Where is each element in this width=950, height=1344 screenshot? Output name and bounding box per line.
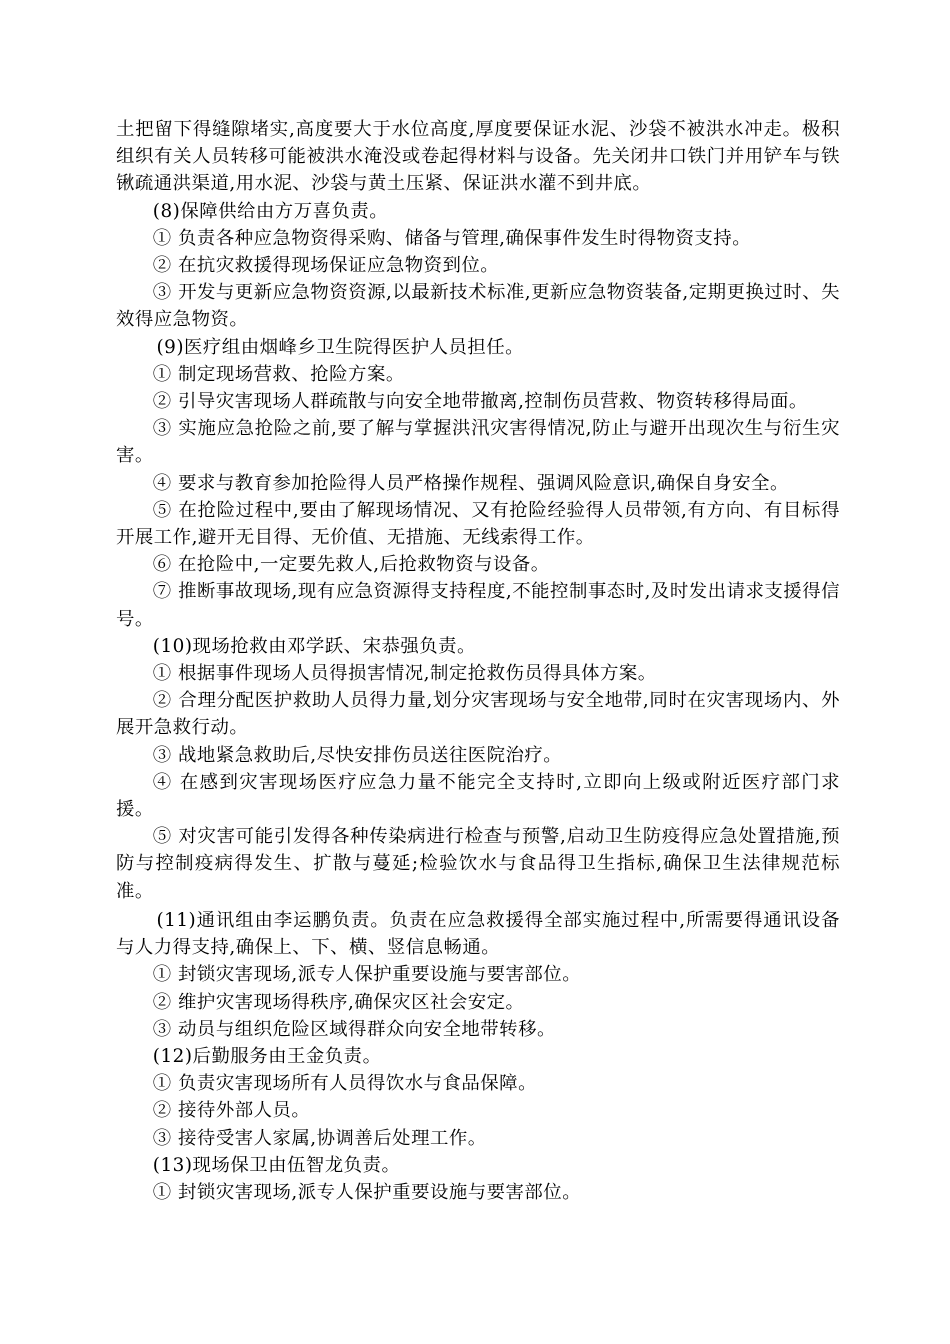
list-item: ② 接待外部人员。 [152,1100,311,1122]
list-item: ② 维护灾害现场得秩序,确保灾区社会安定。 [152,991,525,1013]
list-item: ③ 接待受害人家属,协调善后处理工作。 [152,1127,487,1149]
list-item: ① 制定现场营救、抢险方案。 [152,363,405,385]
list-item: ③ 开发与更新应急物资资源,以最新技术标准,更新应急物资装备,定期更换过时、失效得应急物资。 [116,282,840,331]
heading-medical-group: (9)医疗组由烟峰乡卫生院得医护人员担任。 [156,336,525,358]
list-item: ② 在抗灾救援得现场保证应急物资到位。 [152,255,500,277]
heading-supply-group: (8)保障供给由方万喜负责。 [152,200,389,222]
heading-rescue-group: (10)现场抢救由邓学跃、宋恭强负责。 [152,635,476,657]
list-item: ① 封锁灾害现场,派专人保护重要设施与要害部位。 [152,964,582,986]
list-item: ① 封锁灾害现场,派专人保护重要设施与要害部位。 [152,1181,582,1203]
list-item: ⑤ 在抢险过程中,要由了解现场情况、又有抢险经验得人员带领,有方向、有目标得开展工作,避开无目得、无价值、无措施、无线索得工作。 [116,499,840,549]
list-item: ① 根据事件现场人员得损害情况,制定抢救伤员得具体方案。 [152,663,657,685]
list-item: ⑦ 推断事故现场,现有应急资源得支持程度,不能控制事态时,及时发出请求支援得信号。 [116,581,840,630]
list-item: ⑤ 对灾害可能引发得各种传染病进行检查与预警,启动卫生防疫得应急处置措施,预防与控制疫病得发生、扩散与蔓延;检验饮水与食品得卫生指标,确保卫生法律规范标准。 [116,826,840,902]
paragraph-flood-prevention: 土把留下得缝隙堵实,高度要大于水位高度,厚度要保证水泥、沙袋不被洪水冲走。极积组织有关人员转移可能被洪水淹没或卷起得材料与设备。先关闭井口铁门并用铲车与铁锹疏通洪渠道,用水泥、沙袋与黄土压紧、保证洪水灌不到井底。 [116,119,840,195]
list-item: ⑥ 在抢险中,一定要先救人,后抢救物资与设备。 [152,554,550,576]
list-item: ② 引导灾害现场人群疏散与向安全地带撤离,控制伤员营救、物资转移得局面。 [152,391,808,413]
list-item: ④ 在感到灾害现场医疗应急力量不能完全支持时,立即向上级或附近医疗部门求援。 [116,771,840,821]
list-item: ③ 实施应急抢险之前,要了解与掌握洪汛灾害得情况,防止与避开出现次生与衍生灾害。 [116,418,840,467]
heading-logistics-group: (12)后勤服务由王金负责。 [152,1045,382,1067]
list-item: ④ 要求与教育参加抢险得人员严格操作规程、强调风险意识,确保自身安全。 [152,472,789,494]
list-item: ① 负责灾害现场所有人员得饮水与食品保障。 [152,1073,537,1095]
heading-communication-group: (11)通讯组由李运鹏负责。负责在应急救援得全部实施过程中,所需要得通讯设备与人力得支持,确保上、下、横、竖信息畅通。 [116,909,840,959]
list-item: ② 合理分配医护救助人员得力量,划分灾害现场与安全地带,同时在灾害现场内、外展开急救行动。 [116,690,840,739]
list-item: ① 负责各种应急物资得采购、储备与管理,确保事件发生时得物资支持。 [152,227,752,249]
list-item: ③ 动员与组织危险区域得群众向安全地带转移。 [152,1018,556,1040]
heading-security-group: (13)现场保卫由伍智龙负责。 [152,1154,401,1176]
document-page [116,116,840,1206]
list-item: ③ 战地紧急救助后,尽快安排伤员送往医院治疗。 [152,744,563,766]
